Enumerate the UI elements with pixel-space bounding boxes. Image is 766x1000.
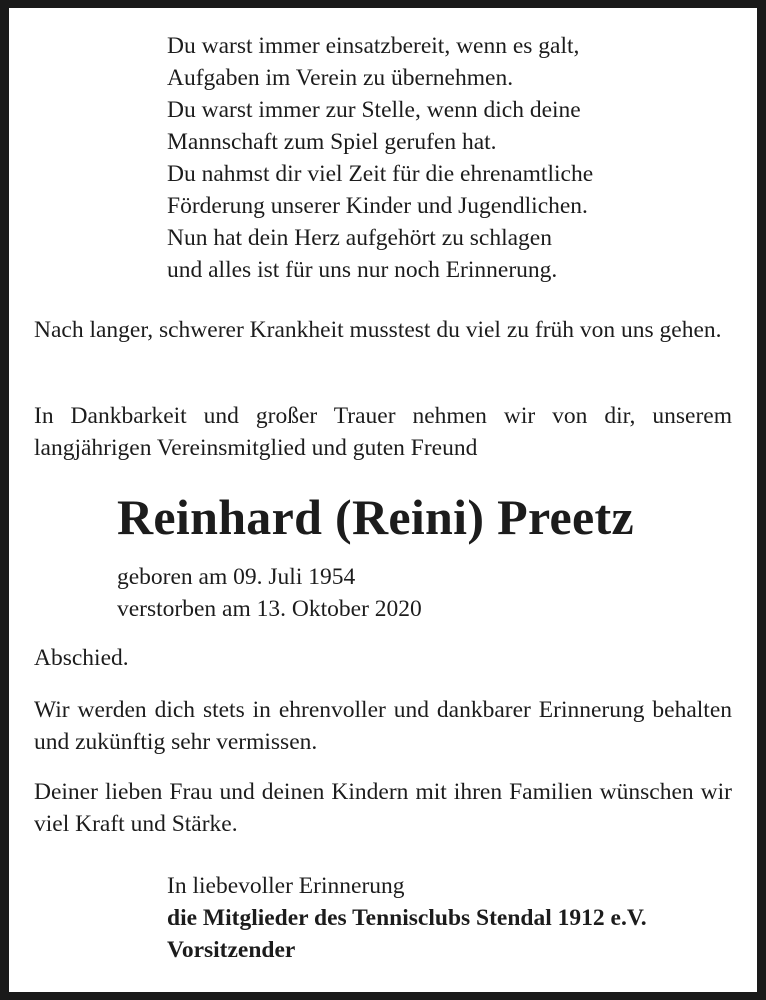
life-dates [117,561,422,625]
death-date: verstorben am 13. Oktober 2020 [117,596,422,622]
poem-line: Förderung unserer Kinder und Jugendlichen. [167,193,588,219]
condolence-paragraph: Deiner lieben Frau und deinen Kindern mit ihren Familien wünschen wir viel Kraft und Stärke. [34,779,732,837]
signoff-role: Vorsitzender [167,937,296,963]
illness-paragraph: Nach langer, schwerer Krankheit musstest du viel zu früh von uns gehen. [34,317,722,343]
deceased-name: Reinhard (Reini) Preetz [117,489,634,545]
farewell-word: Abschied. [34,645,129,671]
birth-date: geboren am 09. Juli 1954 [117,564,356,590]
signoff [167,870,647,966]
poem-line: und alles ist für uns nur noch Erinnerung. [167,257,558,283]
poem-line: Aufgaben im Verein zu übernehmen. [167,65,514,91]
farewell-intro-paragraph: In Dankbarkeit und großer Trauer nehmen wir von dir, unserem langjährigen Vereinsmitglied und guten Freund [34,403,732,461]
poem-line: Mannschaft zum Spiel gerufen hat. [167,129,497,155]
poem-line: Nun hat dein Herz aufgehört zu schlagen [167,225,552,251]
poem-line: Du nahmst dir viel Zeit für die ehrenamtliche [167,161,594,187]
poem-line: Du warst immer einsatzbereit, wenn es galt, [167,33,580,59]
memory-paragraph: Wir werden dich stets in ehrenvoller und dankbarer Erinnerung behalten und zukünftig sehr vermissen. [34,697,732,755]
poem-line: Du warst immer zur Stelle, wenn dich deine [167,97,581,123]
obituary-notice [9,8,757,992]
signoff-closing: In liebevoller Erinnerung [167,873,405,899]
signoff-members: die Mitglieder des Tennisclubs Stendal 1912 e.V. [167,905,647,931]
memorial-poem [167,30,593,286]
